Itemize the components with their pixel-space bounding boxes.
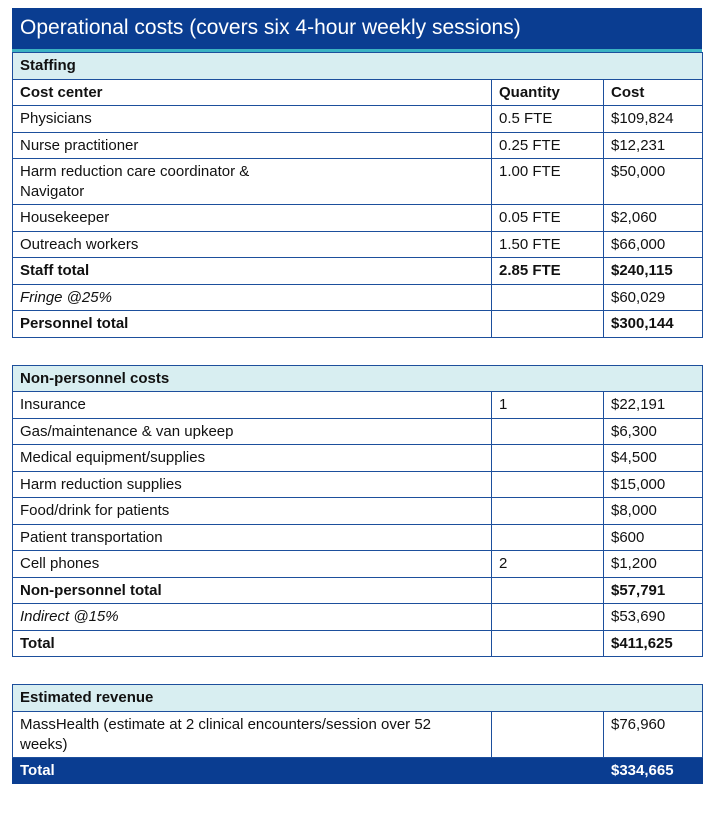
row-name: Indirect @15% — [13, 604, 492, 631]
row-quantity — [492, 445, 604, 472]
table-row — [13, 205, 703, 232]
row-quantity — [492, 418, 604, 445]
row-cost: $334,665 — [604, 757, 703, 783]
table-row — [13, 551, 703, 578]
row-cost: $22,191 — [604, 392, 703, 419]
row-name: Nurse practitioner — [13, 132, 492, 159]
row-name: Staff total — [13, 258, 492, 285]
row-name: Total — [13, 630, 492, 657]
row-quantity: 0.05 FTE — [492, 205, 604, 232]
row-name: Patient transportation — [13, 524, 492, 551]
row-quantity — [492, 471, 604, 498]
row-cost: $76,960 — [604, 711, 703, 757]
row-quantity: 0.25 FTE — [492, 132, 604, 159]
row-cost: $109,824 — [604, 106, 703, 133]
row-name: Gas/maintenance & van upkeep — [13, 418, 492, 445]
row-quantity — [492, 311, 604, 338]
table-row — [13, 231, 703, 258]
table-row — [13, 132, 703, 159]
row-name: Harm reduction supplies — [13, 471, 492, 498]
row-quantity: 1 — [492, 392, 604, 419]
row-cost: $8,000 — [604, 498, 703, 525]
section-label: Non-personnel costs — [13, 365, 703, 392]
fringe-row — [13, 284, 703, 311]
row-quantity: 2.85 FTE — [492, 258, 604, 285]
table-row — [13, 418, 703, 445]
column-header-cost-center: Cost center — [13, 79, 492, 106]
row-cost: $2,060 — [604, 205, 703, 232]
row-name: Personnel total — [13, 311, 492, 338]
section-row-non-personnel — [13, 365, 703, 392]
row-quantity: 1.00 FTE — [492, 159, 604, 205]
row-name: Housekeeper — [13, 205, 492, 232]
row-cost: $411,625 — [604, 630, 703, 657]
row-name: Medical equipment/supplies — [13, 445, 492, 472]
row-quantity: 1.50 FTE — [492, 231, 604, 258]
section-row-staffing — [13, 53, 703, 80]
row-name: Total — [13, 757, 492, 783]
row-cost: $66,000 — [604, 231, 703, 258]
row-quantity: 0.5 FTE — [492, 106, 604, 133]
row-name: Harm reduction care coordinator & Navigator — [13, 159, 492, 205]
row-name: Fringe @25% — [13, 284, 492, 311]
row-quantity — [492, 284, 604, 311]
section-row-revenue — [13, 685, 703, 712]
row-cost: $53,690 — [604, 604, 703, 631]
row-name: Outreach workers — [13, 231, 492, 258]
row-cost: $60,029 — [604, 284, 703, 311]
row-cost: $300,144 — [604, 311, 703, 338]
row-name: MassHealth (estimate at 2 clinical encounters/session over 52 weeks) — [13, 711, 492, 757]
row-cost: $15,000 — [604, 471, 703, 498]
section-label: Staffing — [13, 53, 703, 80]
section-label: Estimated revenue — [13, 685, 703, 712]
table-row — [13, 498, 703, 525]
cost-table-container — [12, 8, 702, 784]
spacer-cell — [13, 657, 703, 685]
row-quantity: 2 — [492, 551, 604, 578]
row-name: Cell phones — [13, 551, 492, 578]
indirect-row — [13, 604, 703, 631]
grand-total-row — [13, 757, 703, 783]
personnel-total-row — [13, 311, 703, 338]
column-header-quantity: Quantity — [492, 79, 604, 106]
spacer-cell — [13, 337, 703, 365]
row-quantity — [492, 498, 604, 525]
staff-total-row — [13, 258, 703, 285]
table-row — [13, 711, 703, 757]
table-row — [13, 392, 703, 419]
row-quantity — [492, 577, 604, 604]
row-cost: $50,000 — [604, 159, 703, 205]
table-row — [13, 159, 703, 205]
row-cost: $57,791 — [604, 577, 703, 604]
spacer-row — [13, 337, 703, 365]
row-quantity — [492, 524, 604, 551]
table-row — [13, 471, 703, 498]
table-row — [13, 524, 703, 551]
spacer-row — [13, 657, 703, 685]
row-name: Non-personnel total — [13, 577, 492, 604]
row-name: Food/drink for patients — [13, 498, 492, 525]
row-quantity — [492, 630, 604, 657]
row-quantity — [492, 604, 604, 631]
table-title: Operational costs (covers six 4-hour weekly sessions) — [12, 8, 702, 52]
column-header-row — [13, 79, 703, 106]
table-row — [13, 445, 703, 472]
row-name: Physicians — [13, 106, 492, 133]
table-row — [13, 106, 703, 133]
row-quantity — [492, 711, 604, 757]
row-cost: $600 — [604, 524, 703, 551]
row-cost: $12,231 — [604, 132, 703, 159]
column-header-cost: Cost — [604, 79, 703, 106]
cost-table — [12, 52, 703, 784]
row-cost: $6,300 — [604, 418, 703, 445]
total-row — [13, 630, 703, 657]
row-quantity — [492, 757, 604, 783]
row-name: Insurance — [13, 392, 492, 419]
row-cost: $4,500 — [604, 445, 703, 472]
row-cost: $240,115 — [604, 258, 703, 285]
row-cost: $1,200 — [604, 551, 703, 578]
non-personnel-total-row — [13, 577, 703, 604]
